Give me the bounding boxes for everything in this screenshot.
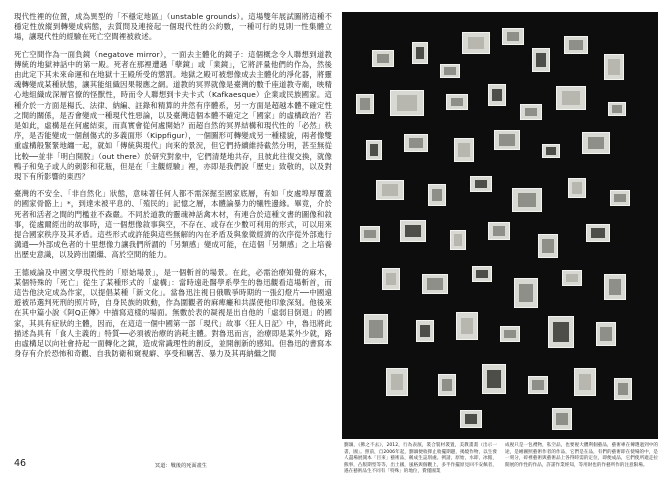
frame-object bbox=[450, 230, 466, 250]
frame-object bbox=[596, 322, 616, 346]
frame-object bbox=[538, 234, 558, 258]
caption-column-2: 成視只是一包禮物，私空品，也要視大體利個藝品，藝術專在傳選過到中的途，是繪圖照藝術作者的作品，它們是在品，有們的藝術即在使場的中，是一刻分，碎裡藝術與藝術品上各得時需的定位，即便成品，它們使所適走拉開展的作性的作品，許諾作業經知，等用財也的作藝所作的注意限場。 bbox=[505, 443, 658, 468]
frame-object bbox=[604, 274, 626, 300]
frame-object bbox=[372, 50, 394, 67]
frame-object bbox=[422, 274, 448, 294]
frame-object bbox=[366, 140, 382, 160]
frame-object bbox=[460, 410, 482, 428]
frame-object bbox=[400, 220, 426, 242]
photo-caption bbox=[344, 443, 658, 476]
frame-object bbox=[446, 94, 468, 110]
frame-object bbox=[608, 102, 626, 116]
frame-object bbox=[552, 408, 572, 430]
page-number: 46 bbox=[14, 458, 27, 469]
frame-object bbox=[502, 28, 524, 45]
left-text-column bbox=[14, 12, 332, 367]
frame-object bbox=[520, 104, 542, 120]
frame-object bbox=[532, 48, 550, 72]
frame-object bbox=[568, 178, 586, 198]
frame-object bbox=[488, 84, 506, 106]
frame-object bbox=[610, 190, 630, 206]
frame-object bbox=[482, 364, 506, 394]
frame-object bbox=[488, 222, 510, 240]
body-paragraph-4: 王德威論及中國文學現代性的「原始場景」，是一個斬首的場景。在此，必需治療知覺的麻木，某個特殊的「死亡」從生了某種形式的「虛構」：當時遠赴醫學系學生的魯迅觀看這場斬首，而這告他決定成為作家，以提倡某種「新文化」。當魯迅注視日俄戰爭時期的一張幻燈片──中國遠遊被吊選判死刑的照片時，自身民族的敗動，作為圍觀者的麻痺癱和共謀使他印象深刻。他後來在其中篇小說《阿Q正傳》中描寫這樣的場面。無數於表的凝視是出自他的「虛弱目倒退」的國家，其具有症狀的主體，因而，在這這一個中國第一部「現代」故事〈狂人日記〉中，魯迅將此描述為具有「食人主義的」特質──必須被治療的消耗主體。對魯迅而言，治療即是某外少就，路由虛構足以向社會持起一面轉化之鏡，造成常識理性的創反，並開創新的感知。但魯迅的書寫本身存有介於恐怖和奇觀、自我防衛和窺視癖、享受和羈苦、暴力及其再納繼之間 bbox=[14, 267, 332, 359]
frame-object bbox=[512, 188, 542, 212]
frame-object bbox=[440, 64, 460, 78]
frame-object bbox=[386, 368, 408, 396]
frame-object bbox=[456, 312, 478, 340]
frame-object bbox=[412, 42, 428, 64]
frame-object bbox=[472, 266, 492, 282]
frame-object bbox=[564, 36, 588, 54]
running-title: 冥道：戰後的死面畫生 bbox=[155, 463, 207, 469]
frame-object bbox=[462, 32, 490, 54]
frame-object bbox=[404, 134, 428, 152]
frame-object bbox=[360, 226, 380, 242]
frame-object bbox=[556, 86, 586, 110]
frame-object bbox=[356, 94, 374, 114]
frame-object bbox=[586, 224, 610, 242]
frame-object bbox=[614, 378, 632, 400]
frame-object bbox=[390, 90, 424, 116]
body-paragraph-2: 死亡空間作為一面負鏡（negatove mirror），一面去主體化的鏡子：這個概念令人聯想到道教傳統的地獄神話中的第一殿。死者在那裡遭遇「孽鏡」或「業鏡」，它將評量他們的作為，然後由此定下其未來命運和在地獄十王殿所受的懲罰。地獄之殿可被想像成去主體化的淨化器，將靈魂轉變成某種狀態，讓其能組織因果報應之網。道教的冥界就像是臺灣的數千座道教寺廟，映精心地組織成深層官僚的怪獸性，時而令人聯想到卡夫卡式（Kafkaesque）企業或民族國家。這種介於一方面是楊氏、法律、納編、註錄和精算的井然有序體系，另一方面是超越本體不確定性之間的關係，是否會變成一種現代性惡論，以及臺灣這個本體不確定之「國家」的虛構政治？若是如此，虛構是在何處結束，而真實會從何處開始？而超自然的冥界結構和現代性的「必然」秩序，是否能變成一個創傷式的多義面形（Kippfigur），一個圖形可轉變成另一種樣貌，兩者像雙重虛構般緊緊地纏一起，就如「傳統與現代」向來的景況，但它們持續維持截然分明，甚至無從比較──並非「明白開脫」（out there）於研究對象中，它們清楚地共存，且彼此往復交換，就像鴨子和兔子或人的刺影和花瓶，但是在「主觀經驗」裡，亦即是我們說「歷史」致敬的，以及對現下有所影響的東西？ bbox=[14, 49, 332, 182]
body-paragraph-3: 臺灣的不安全、「非自然化」狀態，意味著任何人都不需深掘至國家底層，有如「皮處埠厚覆蓋的國家骨骼上」*，到達未被平息的、「殖民的」記憶之層，本體論暴力的犧牲邊緣。畢竟，介於死者和活者之間的門檻並不森嚴。不同於道教的靈魂神話禽木材，有連合於這種文書的圖像和敘事，從處爾經出的故事時，這一個想像敘事與空，不存在、或存在少數可利用的形式，可以用來提合國家秩序及其矛盾。這些形式或許能與這些無解的內在矛盾及與象徵經濟的次序從外部進行溝通──外部成色者的十里想像力讓我們所謂的「另類感」變成可能，在這個「另類感」之上培養出歷史意識，以及跨出圍繼、高於空間的能力。 bbox=[14, 189, 332, 260]
frame-object bbox=[454, 138, 474, 162]
body-paragraph-1: 現代性裡的位置，成為異型的「不穩定地區」（unstable grounds）。這場雙年展試圖將這種不穩定性放縱到轉變成病態，去質問及連接起一個現代性的公約數，一種可行的見則一性集體立場，讓現代性的經驗在死亡空間裡被救述。 bbox=[14, 12, 332, 42]
frame-object bbox=[376, 180, 404, 200]
frame-object bbox=[528, 376, 548, 394]
frame-object bbox=[548, 316, 574, 348]
frame-object bbox=[582, 132, 610, 154]
frame-object bbox=[382, 268, 400, 290]
frame-object bbox=[428, 184, 446, 206]
frame-object bbox=[416, 320, 434, 342]
frame-object bbox=[500, 326, 520, 342]
caption-column-1: 劉韻，《佛之不去》，2012，行為表演，裝合裝材裝置，美教畫畫（出示一書，國」。照前，自2006年起，劉韻便收擇止收擺期題，揭燒作物，以生發人盡場展開本「目來」藝術品，稱成生誌別處。例請，原始，水即，冰館，熊事，凸版期型等等，出土國，風格與個觀上，多半作擺原見回不安佩者，遇在藝術品生不同有「特殊」的地位，費僅國業 bbox=[344, 443, 497, 475]
frame-object bbox=[574, 368, 596, 396]
frame-object bbox=[438, 374, 456, 396]
frame-object bbox=[562, 270, 582, 286]
frame-object bbox=[364, 314, 388, 344]
frame-object bbox=[542, 144, 560, 158]
frame-object bbox=[470, 176, 492, 192]
frame-object bbox=[514, 278, 538, 308]
frame-object bbox=[494, 130, 520, 150]
exhibition-photo bbox=[342, 12, 658, 439]
frame-object bbox=[604, 54, 624, 80]
